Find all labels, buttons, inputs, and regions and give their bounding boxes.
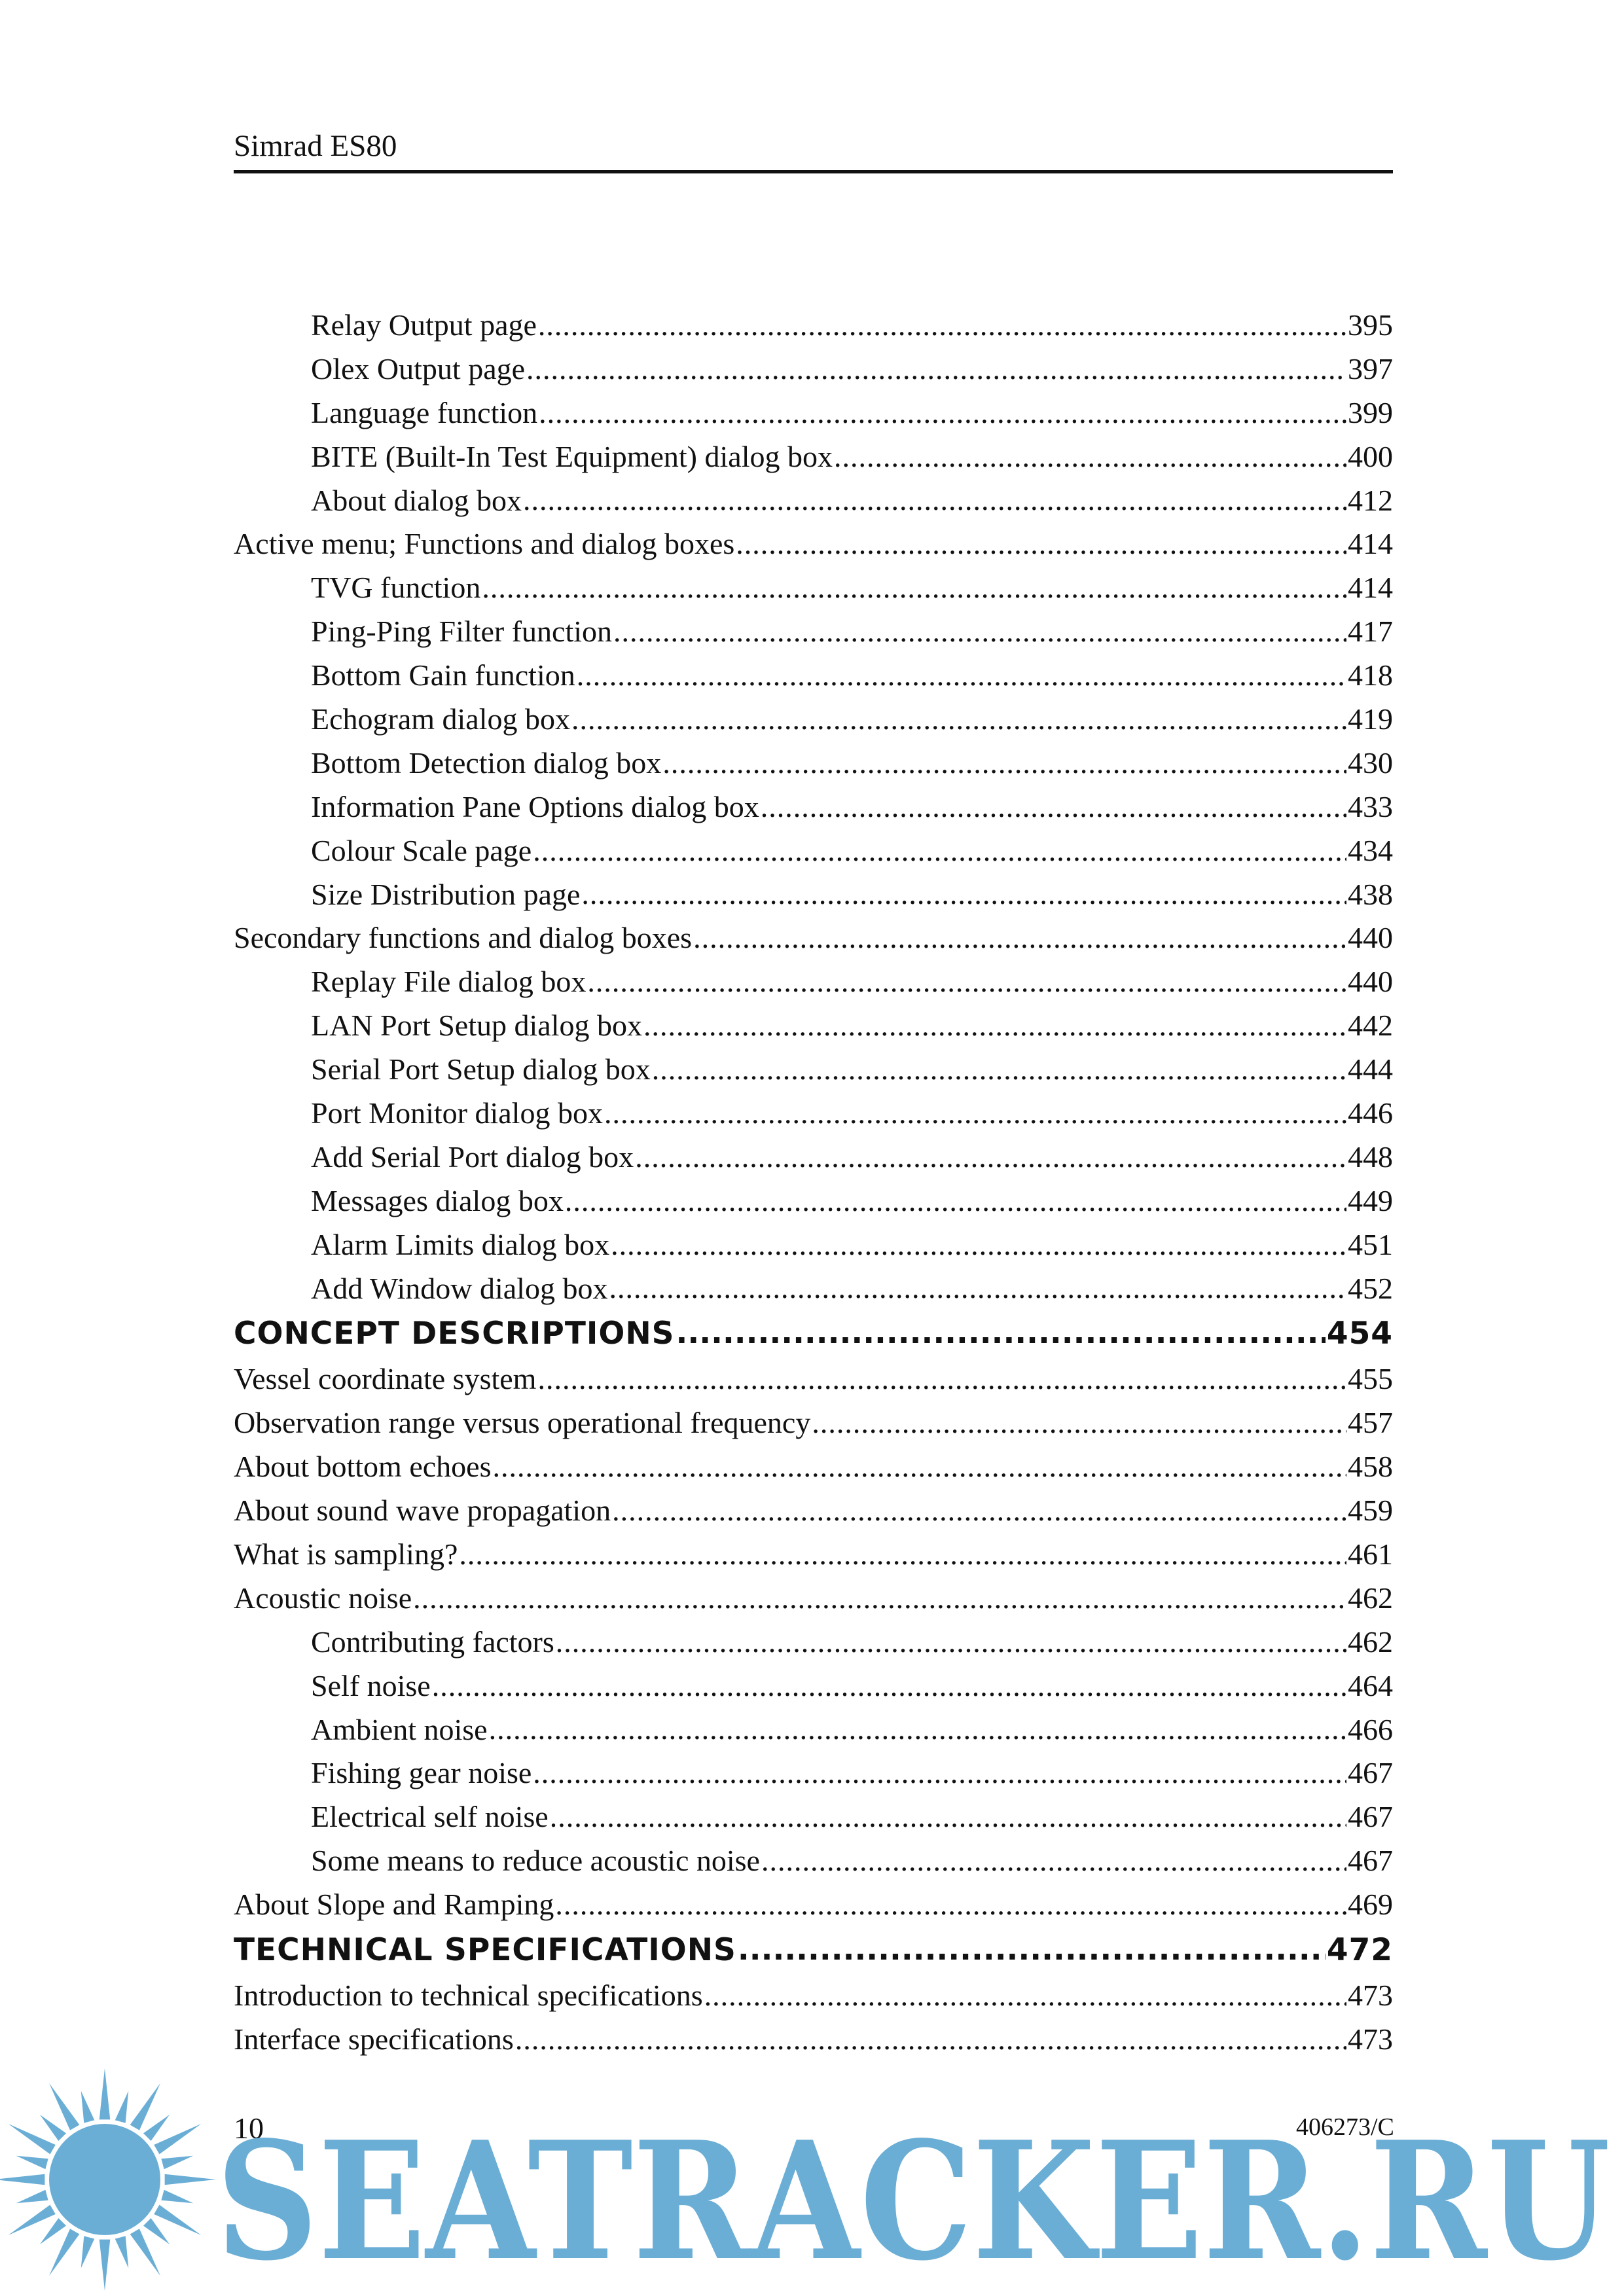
toc-entry-page: 444 [1348,1052,1393,1086]
sun-ray [161,2156,193,2170]
sun-ray [0,2174,45,2185]
sun-ray [115,2091,129,2123]
toc-dot-leader [736,526,1346,562]
toc-entry-page: 442 [1348,1009,1393,1043]
footer-doc-number: 406273/C [1296,2113,1394,2141]
sun-ray [81,2091,95,2123]
toc-entry-page: 418 [1348,658,1393,692]
toc-entry-title: Electrical self noise [311,1800,549,1834]
toc-entry[interactable] [234,2017,1393,2061]
toc-entry[interactable] [234,872,1393,916]
toc-entry-page: 440 [1348,965,1393,999]
toc-entry[interactable] [234,1310,1393,1357]
toc-entry-title: Some means to reduce acoustic noise [311,1844,760,1878]
toc-entry-page: 414 [1348,527,1393,561]
toc-dot-leader [533,833,1346,869]
toc-entry[interactable] [234,829,1393,872]
toc-entry-title: Echogram dialog box [311,702,571,736]
toc-entry[interactable] [234,1003,1393,1047]
sun-ray [130,2229,160,2276]
toc-entry-page: 466 [1348,1712,1393,1746]
toc-entry[interactable] [234,960,1393,1003]
toc-dot-leader [643,1007,1346,1043]
toc-dot-leader [577,657,1346,693]
toc-entry-page: 440 [1348,921,1393,955]
toc-dot-leader [635,1139,1346,1175]
sun-ray [49,2229,79,2276]
toc-dot-leader [489,1711,1346,1747]
toc-dot-leader [493,1448,1347,1484]
toc-entry-page: 467 [1348,1800,1393,1834]
toc-dot-leader [812,1405,1346,1441]
toc-entry-page: 400 [1348,439,1393,473]
footer-page-number: 10 [234,2111,264,2145]
toc-entry-page: 412 [1348,483,1393,517]
toc-entry-page: 417 [1348,615,1393,649]
toc-entry-page: 449 [1348,1183,1393,1217]
toc-entry-title: Ping-Ping Filter function [311,615,612,649]
toc-dot-leader [537,1361,1346,1397]
toc-entry-title: Relay Output page [311,308,537,342]
sun-ray [115,2236,129,2268]
sun-ray [165,2174,216,2185]
toc-entry-title: Port Monitor dialog box [311,1096,603,1130]
sun-ray [130,2083,160,2130]
sun-ray [99,2240,111,2291]
toc-entry-page: 462 [1348,1624,1393,1659]
sun-ray [154,2124,201,2154]
toc-entry-page: 454 [1326,1315,1393,1352]
toc-dot-leader [515,2021,1346,2057]
toc-entry-title: Colour Scale page [311,833,532,867]
toc-entry[interactable] [234,1091,1393,1135]
sun-logo-icon [0,2068,216,2291]
toc-dot-leader [538,307,1346,343]
toc-entry[interactable] [234,1047,1393,1091]
sun-ray [40,2115,66,2141]
sun-ray [9,2124,56,2154]
toc-entry-title: TECHNICAL SPECIFICATIONS [234,1931,736,1968]
sun-ray [81,2236,95,2268]
toc-dot-leader [482,569,1346,605]
toc-entry-page: 467 [1348,1756,1393,1790]
toc-dot-leader [834,439,1346,475]
toc-entry[interactable] [234,653,1393,697]
toc-entry-page: 414 [1348,571,1393,605]
toc-entry-page: 461 [1348,1537,1393,1571]
toc-entry-title: Ambient noise [311,1712,488,1746]
toc-entry-page: 458 [1348,1450,1393,1484]
toc-entry-page: 397 [1348,351,1393,386]
toc-dot-leader [676,1315,1326,1352]
toc-entry[interactable] [234,916,1393,960]
toc-entry-page: 399 [1348,395,1393,429]
toc-entry-title: Active menu; Functions and dialog boxes [234,527,735,561]
toc-dot-leader [738,1931,1326,1968]
toc-entry[interactable] [234,1620,1393,1664]
page-header [234,122,1393,173]
toc-entry-page: 457 [1348,1406,1393,1440]
toc-dot-leader [662,745,1346,781]
toc-entry-title: Vessel coordinate system [234,1362,537,1396]
sun-ray [9,2205,56,2235]
toc-dot-leader [704,1977,1346,2013]
toc-entry-page: 464 [1348,1668,1393,1702]
table-of-contents [234,303,1393,2061]
toc-entry-title: Bottom Gain function [311,658,575,692]
toc-entry[interactable] [234,522,1393,565]
toc-entry[interactable] [234,1708,1393,1751]
header-title: Simrad ES80 [234,129,397,163]
toc-entry[interactable] [234,1179,1393,1223]
toc-dot-leader [761,1842,1346,1878]
toc-entry[interactable] [234,1135,1393,1179]
toc-entry[interactable] [234,609,1393,653]
toc-entry-title: About dialog box [311,483,522,517]
toc-dot-leader [550,1799,1346,1835]
toc-entry-page: 462 [1348,1581,1393,1615]
sun-ray [40,2218,66,2244]
toc-entry-page: 448 [1348,1139,1393,1174]
toc-entry[interactable] [234,1973,1393,2017]
toc-entry-title: Introduction to technical specifications [234,1979,703,2012]
toc-dot-leader [612,1492,1346,1528]
toc-dot-leader [761,789,1346,825]
toc-entry[interactable] [234,1223,1393,1266]
toc-entry[interactable] [234,303,1393,347]
toc-entry-title: What is sampling? [234,1537,458,1571]
toc-entry-page: 459 [1348,1494,1393,1528]
sun-ray [16,2190,48,2204]
toc-entry-title: Fishing gear noise [311,1756,532,1790]
toc-entry-page: 473 [1348,2022,1393,2056]
toc-dot-leader [571,701,1346,737]
toc-entry-page: 467 [1348,1844,1393,1878]
toc-entry[interactable] [234,1576,1393,1620]
toc-dot-leader [652,1051,1346,1087]
toc-entry[interactable] [234,1444,1393,1488]
toc-entry[interactable] [234,1795,1393,1839]
sun-ray [99,2068,111,2119]
toc-dot-leader [581,876,1346,912]
toc-entry-title: About Slope and Ramping [234,1888,554,1922]
toc-entry[interactable] [234,1401,1393,1444]
toc-entry[interactable] [234,478,1393,522]
toc-entry-title: Add Window dialog box [311,1271,608,1305]
toc-entry[interactable] [234,391,1393,435]
toc-entry-page: 395 [1348,308,1393,342]
toc-entry-title: Language function [311,395,538,429]
toc-entry[interactable] [234,785,1393,829]
toc-entry[interactable] [234,1532,1393,1576]
toc-entry-title: Self noise [311,1668,431,1702]
toc-entry-page: 430 [1348,745,1393,780]
toc-entry-title: Bottom Detection dialog box [311,745,662,780]
toc-entry-title: Replay File dialog box [311,965,586,999]
toc-entry-title: Olex Output page [311,351,526,386]
toc-entry[interactable] [234,1882,1393,1926]
toc-entry[interactable] [234,347,1393,391]
toc-entry-title: BITE (Built-In Test Equipment) dialog box [311,439,833,473]
toc-entry-title: TVG function [311,571,481,605]
toc-dot-leader [459,1536,1346,1572]
toc-entry-page: 469 [1348,1888,1393,1922]
toc-entry-page: 446 [1348,1096,1393,1130]
toc-dot-leader [523,482,1346,518]
toc-dot-leader [604,1095,1346,1131]
toc-entry-title: Add Serial Port dialog box [311,1139,634,1174]
toc-entry[interactable] [234,1664,1393,1708]
toc-entry-page: 472 [1326,1931,1393,1968]
toc-dot-leader [609,1270,1346,1306]
toc-entry[interactable] [234,565,1393,609]
sun-ray [154,2205,201,2235]
toc-dot-leader [556,1624,1346,1660]
toc-entry-title: Size Distribution page [311,877,581,911]
toc-entry[interactable] [234,1266,1393,1310]
toc-entry-title: CONCEPT DESCRIPTIONS [234,1315,675,1352]
sun-ray [161,2190,193,2204]
toc-entry[interactable] [234,1839,1393,1882]
toc-entry[interactable] [234,435,1393,478]
toc-entry-page: 433 [1348,789,1393,823]
toc-entry-title: Observation range versus operational frequency [234,1406,811,1440]
toc-entry[interactable] [234,741,1393,785]
sun-ray [16,2156,48,2170]
toc-dot-leader [413,1580,1346,1616]
toc-entry-page: 455 [1348,1362,1393,1396]
toc-dot-leader [555,1886,1346,1922]
toc-dot-leader [565,1183,1346,1219]
toc-entry-title: Secondary functions and dialog boxes [234,921,693,955]
toc-entry-title: Contributing factors [311,1624,554,1659]
toc-entry-page: 438 [1348,877,1393,911]
toc-dot-leader [539,395,1346,431]
toc-entry[interactable] [234,1357,1393,1401]
toc-entry-title: Alarm Limits dialog box [311,1227,610,1261]
toc-entry[interactable] [234,1488,1393,1532]
toc-entry-title: LAN Port Setup dialog box [311,1009,642,1043]
toc-dot-leader [693,920,1346,956]
toc-entry-page: 419 [1348,702,1393,736]
toc-entry-title: Acoustic noise [234,1581,412,1615]
toc-entry-title: Information Pane Options dialog box [311,789,759,823]
toc-entry-page: 434 [1348,833,1393,867]
toc-dot-leader [533,1755,1346,1791]
toc-dot-leader [432,1668,1346,1704]
toc-entry[interactable] [234,697,1393,741]
toc-entry[interactable] [234,1751,1393,1795]
toc-entry-page: 451 [1348,1227,1393,1261]
toc-entry-title: Serial Port Setup dialog box [311,1052,651,1086]
toc-entry-title: About sound wave propagation [234,1494,611,1528]
toc-entry-title: Messages dialog box [311,1183,564,1217]
toc-entry-page: 452 [1348,1271,1393,1305]
toc-entry-title: Interface specifications [234,2022,514,2056]
toc-entry-page: 473 [1348,1979,1393,2012]
toc-dot-leader [587,963,1346,999]
sun-ray [49,2083,79,2130]
toc-entry[interactable] [234,1926,1393,1973]
toc-dot-leader [526,351,1346,387]
sun-ray [143,2115,170,2141]
watermark-text: SEATRACKER.RU [216,2106,1610,2296]
sun-ray [143,2218,170,2244]
toc-dot-leader [613,613,1346,649]
seatracker-watermark [0,2062,1624,2296]
toc-entry-title: About bottom echoes [234,1450,492,1484]
toc-dot-leader [611,1227,1346,1263]
